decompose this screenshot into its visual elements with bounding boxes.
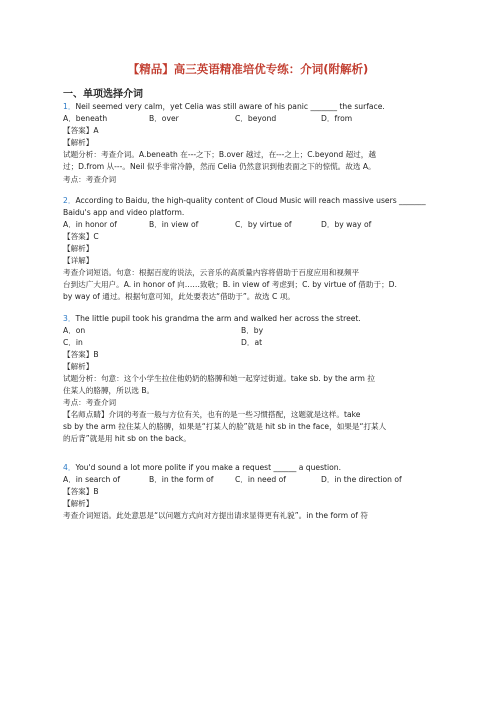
option-c: C．in need of xyxy=(235,474,286,484)
topic-note: 考点：考查介词 xyxy=(63,174,117,184)
analysis-label: 【解析】 xyxy=(63,138,94,148)
tip-text: 的后背”就是用 hit sb on the back。 xyxy=(63,434,191,444)
question-4 xyxy=(63,462,435,522)
analysis-label: 【解析】 xyxy=(63,361,94,371)
option-d: D．by way of xyxy=(321,219,372,229)
option-a: A．in search of xyxy=(63,474,121,484)
analysis-label: 【解析】 xyxy=(63,498,94,508)
analysis-text: 台到达广大用户。A. in honor of 向……致敬；B. in view of 考虑到；C. by virtue of 借助于；D. xyxy=(63,280,397,290)
question-text: The little pupil took his grandma the arm and walked her across the street. xyxy=(75,313,361,323)
analysis-text: by way of 通过。根据句意可知，此处要表达“借助于”。故选 C 项。 xyxy=(63,292,295,302)
option-b: B．in view of xyxy=(149,219,199,229)
analysis-label: 【解析】 xyxy=(63,244,94,254)
question-text-continued: Baidu's app and video platform. xyxy=(63,207,185,217)
option-d: D．in the direction of xyxy=(321,474,402,484)
topic-note: 考点：考查介词 xyxy=(63,398,117,408)
option-d: D．at xyxy=(241,337,263,347)
question-text: Neil seemed very calm，yet Celia was still aware of his panic _______ the surface. xyxy=(75,102,385,111)
option-d: D．from xyxy=(321,114,353,124)
option-c: C．by virtue of xyxy=(235,219,292,229)
question-text: According to Baidu, the high-quality content of Cloud Music will reach massive users _______ xyxy=(75,195,426,205)
question-number: 2． xyxy=(63,195,76,205)
analysis-text: 过；D.from 从---。Neil 似乎非常冷静，然而 Celia 仍然意识到他表面之下的惊慌。故选 A。 xyxy=(63,162,376,172)
question-stem xyxy=(63,462,435,474)
options-row xyxy=(63,113,435,125)
answer-label: 【答案】A xyxy=(63,126,99,136)
section-heading: 一、单项选择介词 xyxy=(63,89,143,100)
question-1 xyxy=(63,101,435,186)
tip-text: 【名师点睛】介词的考查一般与方位有关，也有的是一些习惯搭配，这题就是这样。take xyxy=(63,410,361,420)
question-3 xyxy=(63,313,435,446)
answer-label: 【答案】B xyxy=(63,349,99,359)
option-b: B．in the form of xyxy=(149,474,214,484)
question-2 xyxy=(63,195,435,304)
question-stem xyxy=(63,195,435,207)
answer-label: 【答案】C xyxy=(63,231,99,241)
analysis-text: 试题分析：考查介词。A.beneath 在---之下；B.over 越过，在---之上；C.beyond 超过，越 xyxy=(63,150,376,160)
question-list xyxy=(63,101,435,522)
analysis-text: 住某人的胳膊，所以选 B。 xyxy=(63,386,155,396)
question-number: 3． xyxy=(63,313,76,323)
option-c: C．in xyxy=(63,337,83,347)
options-row xyxy=(63,219,435,231)
detail-label: 【详解】 xyxy=(63,256,94,266)
option-a: A．beneath xyxy=(63,114,108,124)
question-number: 4． xyxy=(63,462,76,472)
option-a: A．in honor of xyxy=(63,219,117,229)
option-c: C．beyond xyxy=(235,114,277,124)
options-row xyxy=(63,474,435,486)
analysis-text: 试题分析：句意：这个小学生拉住他奶奶的胳膊和她一起穿过街道。take sb. by the arm 拉 xyxy=(63,373,375,383)
option-b: B．over xyxy=(149,114,179,124)
answer-label: 【答案】B xyxy=(63,486,99,496)
question-stem xyxy=(63,313,435,325)
options-row xyxy=(63,325,435,337)
tip-text: sb by the arm 拉住某人的胳膊，如果是“打某人的脸”就是 hit sb in the face，如果是“打某人 xyxy=(63,422,387,432)
option-a: A．on xyxy=(63,325,86,335)
question-text: You'd sound a lot more polite if you make a request ______ a question. xyxy=(75,462,342,472)
options-row xyxy=(63,337,435,349)
analysis-text: 考查介词短语。句意：根据百度的说法，云音乐的高质量内容将借助于百度应用和视频平 xyxy=(63,268,360,278)
question-number: 1． xyxy=(63,102,76,111)
analysis-text: 考查介词短语。此处意思是“以问题方式向对方提出请求显得更有礼貌”。in the form of 符 xyxy=(63,510,368,520)
document-title: 【精品】高三英语精准培优专练：介词(附解析) xyxy=(127,62,369,76)
option-b: B．by xyxy=(241,325,264,335)
question-stem xyxy=(63,101,435,113)
